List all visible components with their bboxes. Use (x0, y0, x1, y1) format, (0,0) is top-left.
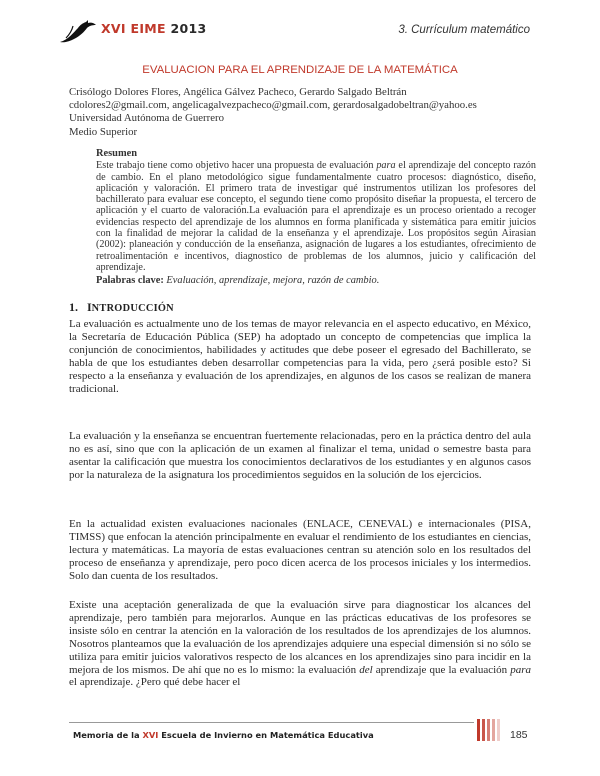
keywords (96, 275, 536, 286)
body-paragraph-1: La evaluación es actualmente uno de los temas de mayor relevancia en el aspecto educativo, en México, la Secretaría de Educación Pública (SEP) ha adoptado un concepto de competencias que implica la conjunción de conocimientos, habilidades y actitudes que debe poseer el egresado del Bachillerato, se habla de que los estudiantes deben desarrollar competencias para la vida, pero ¿será posible esto? Si respecto a la enseñanza y evaluación de los aprendizajes, en algunos de los casos se realizan de manera tradicional. (69, 318, 531, 395)
page-number: 185 (510, 729, 528, 741)
body-paragraph-2: La evaluación y la enseñanza se encuentran fuertemente relacionadas, pero en la práctica dentro del aula no es así, sino que con la aplicación de un examen al finalizar el tema, unidad o semestre basta para asentar la calificación que muestra los conocimientos declarativos de los estudiantes y en algunos casos por la naturaleza de la asignatura los procedimientos seguidos en la solución de los ejercicios. (69, 430, 531, 481)
footer-proceedings: Memoria de la XVI Escuela de Invierno en Matemática Educativa (73, 730, 374, 740)
keywords-label: Palabras clave: (96, 275, 164, 286)
abstract (96, 148, 536, 273)
author-block (69, 86, 539, 139)
author-names: Crisólogo Dolores Flores, Angélica Gálvez Pacheco, Gerardo Salgado Beltrán (69, 86, 407, 98)
abstract-heading: Resumen (96, 148, 137, 159)
author-emails: cdolores2@gmail.com, angelicagalvezpacheco@gmail.com, gerardosalgadobeltran@yahoo.es (69, 99, 477, 112)
footer-decoration-icon (477, 719, 501, 741)
section-heading: 1. INTRODUCCIÓN (69, 300, 174, 314)
section-label: 3. Currículum matemático (398, 24, 530, 36)
author-institution: Universidad Autónoma de Guerrero (69, 112, 225, 125)
abstract-body: Este trabajo tiene como objetivo hacer una propuesta de evaluación para el aprendizaje del concepto razón de cambio. En el plano metodológico sigue fundamentalmente cuatro procesos: diagnóstico, diseño, aplicación y valoración. El primero trata de investigar qué instrumentos utilizan los profesores del bachillerato para evaluar ese concepto, el segundo tiene como propósito diseñar la propuesta, el tercero de aplicación y el cuarto de valoración.La evaluación para el aprendizaje es un proceso orientado a recoger evidencias respecto del aprendizaje de los alumnos en forma planificada y sistemática para emitir juicios con la finalidad de mejorar la calidad de la enseñanza y el aprendizaje. Los propósitos según Airasian (2002): planeación y conducción de la enseñanza, asignación de lugares a los estudiantes, ofrecimiento de retroalimentación e incentivos, diagnostico de problemas de los alumnos, juicio y calificación del aprendizaje. (96, 160, 536, 273)
conference-logo-icon (58, 18, 98, 46)
body-paragraph-3: En la actualidad existen evaluaciones nacionales (ENLACE, CENEVAL) e internacionales (PISA, TIMSS) que enfocan la atención principalmente en evaluar el rendimiento de los estudiantes en ciencias, lectura y matemáticas. La mayoría de estas evaluaciones centran su atención solo en los resultados del proceso de enseñanza y aprendizaje, pero poco dicen acerca de los procesos iniciales y los intermedios. Solo dan cuenta de los resultados. (69, 518, 531, 582)
paper-title: EVALUACION PARA EL APRENDIZAJE DE LA MATEMÁTICA (142, 64, 458, 76)
body-paragraph-4: Existe una aceptación generalizada de que la evaluación sirve para diagnosticar los alcances del aprendizaje, pero también para mejorarlos. Aunque en las prácticas educativas de los profesores se insiste sólo en centrar la atención en la valoración de los resultados de los aprendizajes de los alumnos. Nosotros planteamos que la evaluación de los aprendizajes adquiere una especial dimensión si no sólo se utiliza para emitir juicios valorativos respecto de los alcances en los aprendizajes sino para incidir en la mejora de los mismos. De ahí que no es lo mismo: la evaluación del aprendizaje que la evaluación para el aprendizaje. ¿Pero qué debe hacer el (69, 599, 531, 689)
conference-name: XVI EIME 2013 (101, 21, 207, 36)
author-level: Medio Superior (69, 125, 138, 138)
keywords-list: Evaluación, aprendizaje, mejora, razón de cambio. (163, 275, 380, 286)
footer-rule (69, 722, 474, 723)
